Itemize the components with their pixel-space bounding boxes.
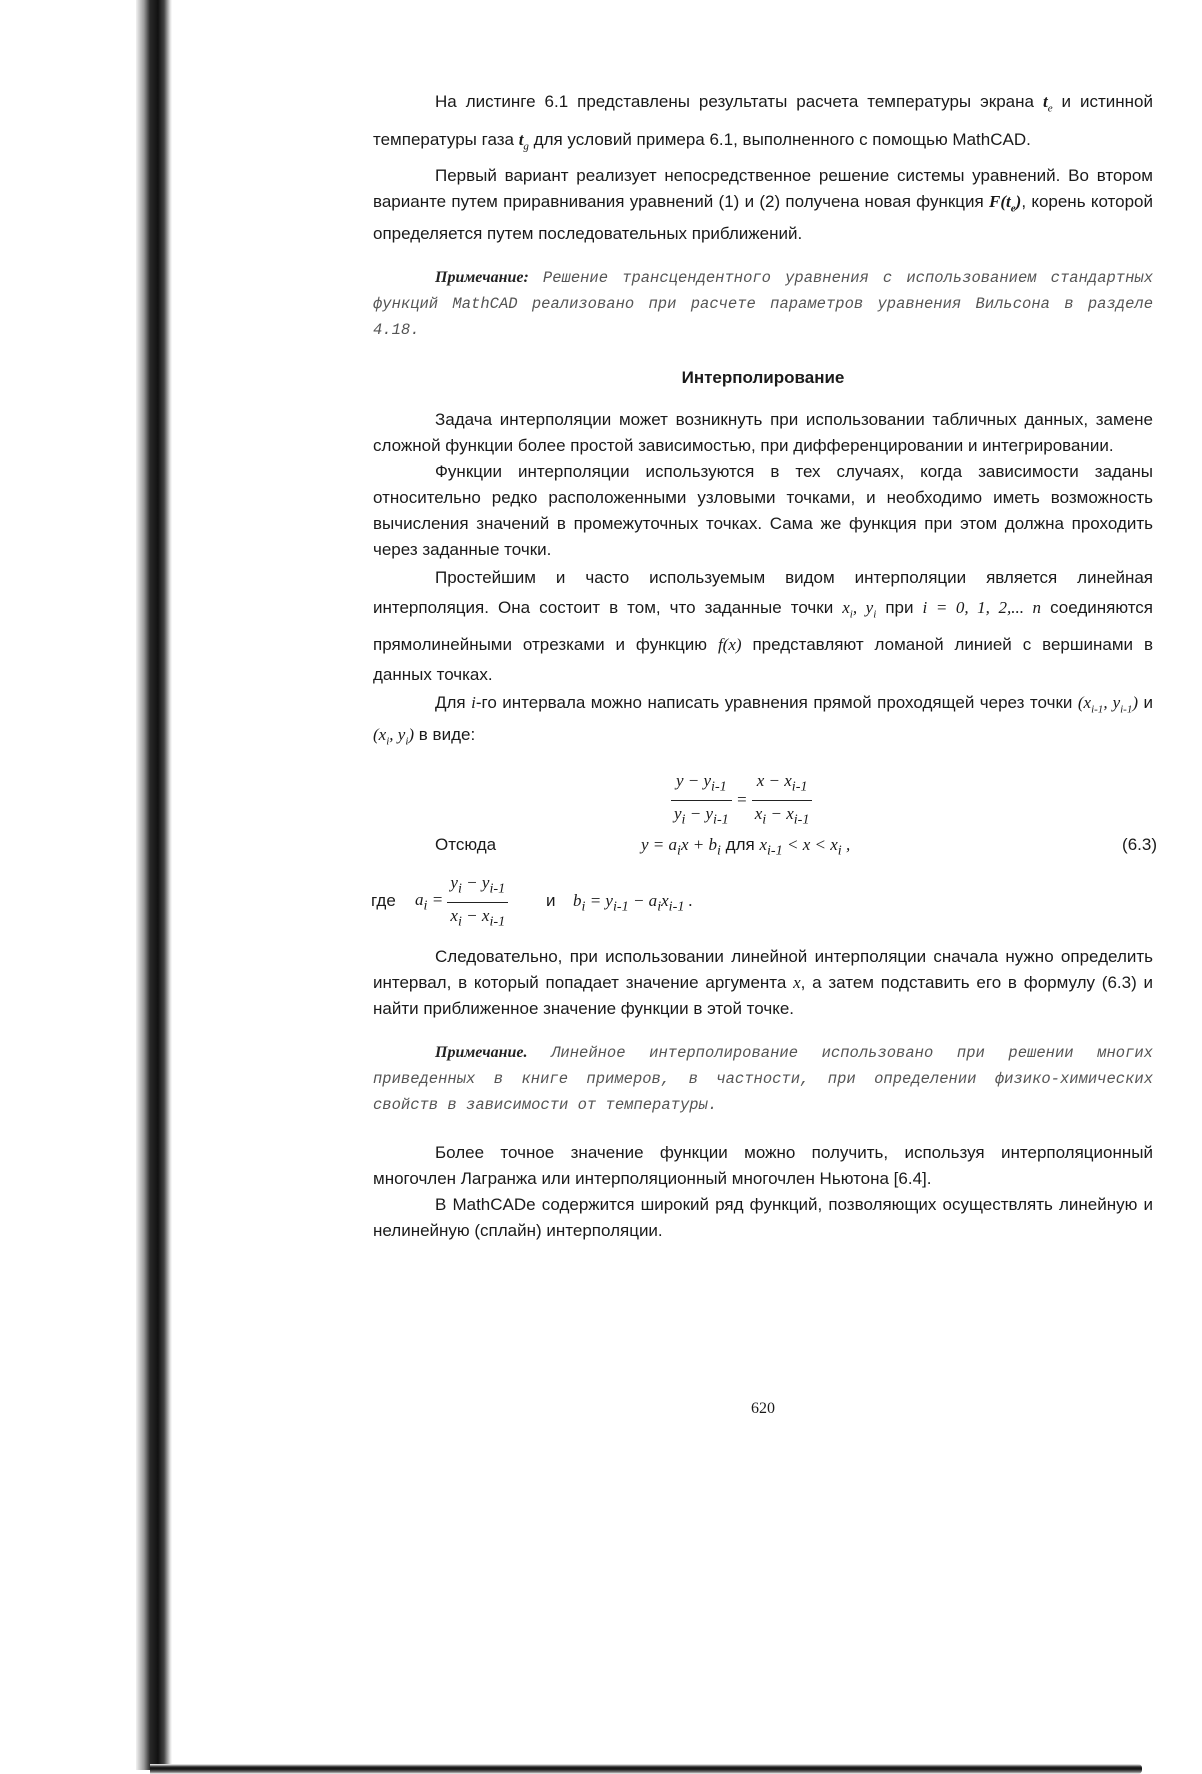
note-1: Примечание: Решение трансцендентного уравнения с использованием стандартных функций MathCAD реализовано при расчете параметров уравнения Вильсона в разделе 4.18.: [373, 269, 1153, 340]
formula-6-3: $y = a_ix + b_i$ для $x_{i-1} < x < x_i$ ,: [641, 835, 851, 859]
symbol-tg: $t_g$: [518, 130, 529, 153]
paragraph-8: Более точное значение функции можно получить, используя интерполяционный многочлен Лагранжа или интерполяционный многочлен Ньютона [6.4].: [373, 1143, 1153, 1189]
coefficient-b: $b_i = y_{i-1} - a_ix_{i-1}$ .: [573, 891, 693, 915]
otsyuda-label: Отсюда: [435, 835, 497, 855]
note-2: Примечание. Линейное интерполирование использовано при решении многих приведенных в книге примеров, в частности, при определении физико-химических свойств в зависимости от температуры.: [373, 1044, 1153, 1115]
symbol-f-te: $F(t_e)$: [989, 191, 1022, 215]
paragraph-7: Следовательно, при использовании линейной интерполяции сначала нужно определить интервал, в который попадает значение аргумента x, а затем подставить его в формулу (6.3) и найти приближенное значение функции в этой точке.: [373, 947, 1153, 1019]
note-label: Примечание:: [435, 269, 529, 287]
section-heading: Интерполирование: [681, 368, 845, 388]
paragraph-5: Простейшим и часто используемым видом интерполяции является линейная интерполяция. Она состоит в том, что заданные точки $x_i$, $y_i$ при i = 0, 1, 2,... n соединяются прямолинейными отрезками и функцию f(x) представляют ломаной линией с вершинами в данных точках.: [373, 568, 1154, 684]
symbol-fx: f(x): [717, 634, 742, 654]
fraction-y: $\frac{y - y_{i-1}}{y_i - y_{i-1}}$: [671, 768, 732, 832]
conj-i: и: [546, 891, 556, 911]
fraction-x: $\frac{x - x_{i-1}}{x_i - x_{i-1}}$: [752, 768, 813, 832]
symbol-te: $t_e$: [1042, 92, 1053, 115]
equation-number: (6.3): [1122, 835, 1157, 855]
paragraph-1: На листинге 6.1 представлены результаты расчета температуры экрана $t_e$ и истинной температуры газа $t_g$ для условий примера 6.1, выполненного с помощью MathCAD.: [373, 92, 1154, 153]
document-page: [371, 86, 1157, 1417]
paragraph-6: Для i-го интервала можно написать уравнения прямой проходящей через точки ($x_{i-1}$, $y_{i-1}$) и ($x_i$, $y_i$) в виде:: [373, 692, 1153, 748]
formula-coefficients-row: [373, 870, 1153, 930]
scan-binding-edge: [136, 0, 172, 1770]
paragraph-4: Функции интерполяции используются в тех случаях, когда зависимости заданы относительно редко расположенными узловыми точками, и необходимо иметь возможность вычисления значений в промежуточных точках. Сама же функция при этом должна проходить через заданные точки.: [373, 462, 1153, 560]
page-number: 620: [751, 1400, 775, 1417]
gde-label: где: [371, 891, 396, 911]
formula-line-equation: [373, 768, 1153, 830]
symbol-point-cur: ($x_i$, $y_i$): [373, 724, 415, 748]
paragraph-2: Первый вариант реализует непосредственное решение системы уравнений. Во втором варианте путем приравнивания уравнений (1) и (2) получена новая функция $F(t_e)$, корень которой определяется путем последовательных приближений.: [373, 165, 1153, 244]
paragraph-9: В MathCADе содержится широкий ряд функций, позволяющих осуществлять линейную и нелинейную (сплайн) интерполяции.: [373, 1195, 1153, 1241]
symbol-points: $x_i$, $y_i$: [842, 598, 877, 621]
symbol-point-prev: ($x_{i-1}$, $y_{i-1}$): [1077, 692, 1139, 715]
formula-6-3-row: [373, 830, 1157, 864]
equals-sign: =: [736, 790, 748, 810]
coefficient-a: $a_i$ = $\frac{y_i - y_{i-1}}{x_i - x_{i-1}}$: [415, 870, 508, 934]
paragraph-3: Задача интерполяции может возникнуть при использовании табличных данных, замене сложной функции более простой зависимостью, при дифференцировании и интегрировании.: [373, 410, 1153, 456]
scan-bottom-edge: [150, 1764, 1142, 1774]
note-label: Примечание.: [435, 1044, 528, 1062]
symbol-index-range: i = 0, 1, 2,... n: [922, 598, 1042, 618]
